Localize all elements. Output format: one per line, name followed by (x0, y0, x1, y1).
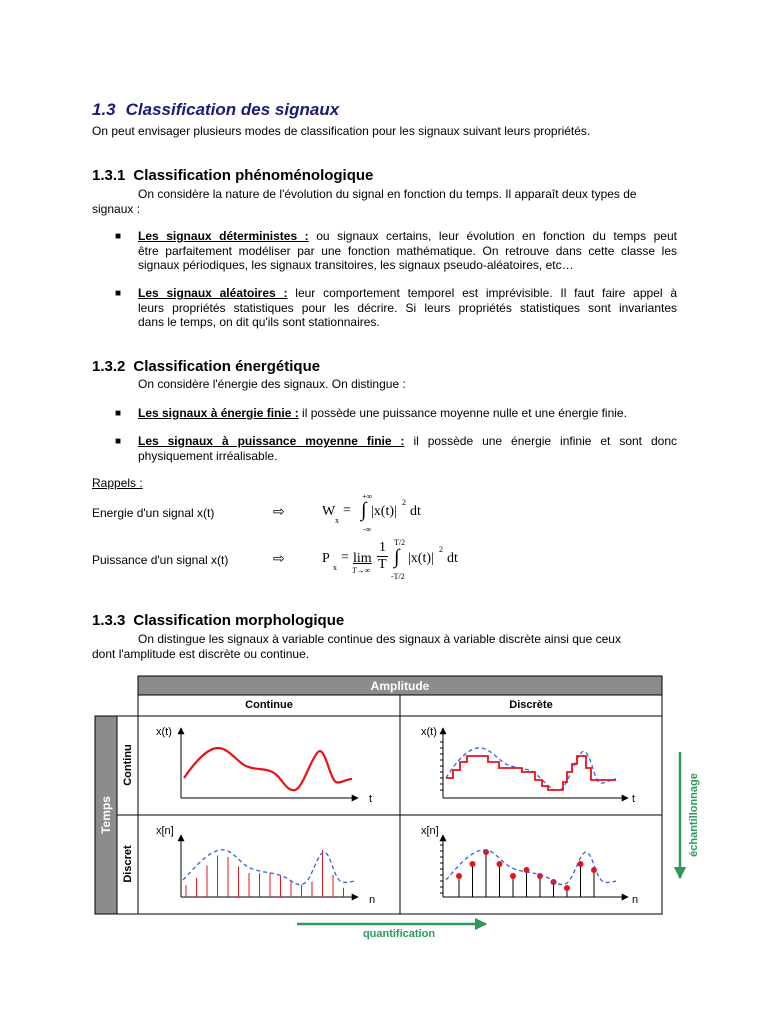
subsection-title-text: Classification morphologique (133, 612, 345, 629)
axis-label-xn: x[n] (156, 825, 174, 837)
subsection-number: 1.3.3 (92, 612, 126, 629)
formula-sub: x (333, 563, 337, 572)
subsection-number: 1.3.1 (92, 167, 126, 184)
bullet-text: il possède une énergie infinie et sont donc (404, 434, 677, 448)
rappels-label: Rappels : (92, 476, 143, 490)
panel-discrete-continuous (156, 825, 375, 906)
formula-eq: = (343, 503, 351, 518)
panel-continuous-discrete (421, 726, 635, 805)
axis-label-xn: x[n] (421, 825, 439, 837)
sample-dot (537, 873, 543, 879)
axis-label-n: n (632, 894, 639, 906)
frac-num: 1 (379, 540, 386, 555)
formula-lhs: W (322, 504, 336, 519)
term-aleatoires: Les signaux aléatoires : (138, 286, 288, 300)
sample-dot (470, 861, 476, 867)
integral-lower: -∞ (363, 525, 372, 534)
continu-label: Continu (122, 744, 134, 786)
integral-sign-icon: ∫ (394, 546, 400, 568)
implies-arrow-icon: ⇨ (273, 550, 285, 566)
formula-eq: = (341, 550, 349, 565)
s133-intro-line2: dont l'amplitude est discrète ou continue. (92, 647, 310, 661)
subsection-number: 1.3.2 (92, 358, 126, 375)
formula-body: |x(t)| (371, 504, 397, 519)
discrete-label: Discrète (509, 699, 553, 711)
discret-label: Discret (122, 845, 134, 883)
section-intro: On peut envisager plusieurs modes de classification pour les signaux suivant leurs propriétés. (92, 124, 591, 138)
sample-stems (456, 849, 597, 897)
formula-dt: dt (410, 504, 421, 519)
energie-label: Energie d'un signal x(t) (92, 506, 215, 520)
integral-upper: +∞ (362, 492, 373, 501)
axis-label-n: n (369, 894, 376, 906)
reference-dashed-curve (446, 850, 616, 885)
s132-intro: On considère l'énergie des signaux. On distingue : (138, 377, 406, 391)
bullet-text: leurs propriétés statistiques pour les décrire. Si leurs propriétés statistiques sont invariantes (138, 300, 677, 315)
formula-lim-sub: T→∞ (352, 566, 371, 575)
axis-label-t: t (632, 793, 636, 805)
bullet-marker: ■ (115, 408, 122, 419)
integral-upper: T/2 (394, 538, 406, 547)
sample-dot (578, 861, 584, 867)
frac-den: T (378, 557, 387, 572)
formula-lhs: P (322, 551, 330, 566)
section-number: 1.3 (92, 100, 116, 119)
bullet-marker: ■ (115, 288, 122, 299)
subsection-title-text: Classification énergétique (133, 358, 321, 375)
bullet-text: être parfaitement modéliser par une fonction mathématique. On retrouve dans cette classe les (138, 243, 677, 258)
sample-stems (186, 850, 344, 897)
panel-discrete-discrete (421, 825, 638, 906)
bullet-text: physiquement irréalisable. (138, 448, 278, 463)
formula-sub: x (335, 516, 339, 525)
implies-arrow-icon: ⇨ (273, 503, 285, 519)
bullet-text: leur comportement temporel est imprévisible. Il faut faire appel à (287, 286, 677, 300)
continuous-signal (184, 748, 352, 790)
bullet-text: dans le temps, on dit qu'ils sont stationnaires. (138, 315, 380, 329)
formula-lim: lim (353, 551, 372, 566)
term-puissance-finie: Les signaux à puissance moyenne finie : (138, 434, 405, 448)
term-deterministes: Les signaux déterministes : (138, 229, 309, 243)
sample-dot (456, 873, 462, 879)
section-title-text: Classification des signaux (125, 100, 340, 119)
amplitude-label: Amplitude (370, 679, 430, 693)
integral-sign-icon: ∫ (361, 499, 367, 521)
formula-sup: 2 (402, 498, 406, 507)
panel-continuous-continuous (156, 726, 372, 805)
axis-label-xt: x(t) (156, 726, 172, 738)
bullet-marker: ■ (115, 231, 122, 242)
axis-label-t: t (369, 793, 373, 805)
sample-dot (510, 873, 516, 879)
puissance-label: Puissance d'un signal x(t) (92, 553, 229, 567)
bullet-text: ou signaux certains, leur évolution en fonction du temps peut (308, 229, 677, 243)
reference-dashed-curve (183, 850, 355, 885)
bullet-text: il possède une puissance moyenne nulle et une énergie finie. (298, 406, 627, 420)
s133-intro-line1: On distingue les signaux à variable continue des signaux à variable discrète ainsi que ceux (138, 632, 621, 646)
quantification-label: quantification (362, 928, 436, 940)
subsection-title-text: Classification phénoménologique (133, 167, 374, 184)
integral-lower: -T/2 (391, 572, 405, 581)
bullet-text: signaux périodiques, les signaux transitoires, les signaux pseudo-aléatoires, etc… (138, 258, 574, 272)
formula-dt: dt (447, 551, 458, 566)
axis-label-xt: x(t) (421, 726, 437, 738)
formula-sup: 2 (439, 545, 443, 554)
term-energie-finie: Les signaux à énergie finie : (138, 406, 299, 420)
echantillonnage-label: échantillonnage (688, 773, 700, 857)
sample-dot (497, 861, 503, 867)
formula-body: |x(t)| (408, 551, 434, 566)
continue-label: Continue (245, 699, 293, 711)
bullet-marker: ■ (115, 436, 122, 447)
temps-label: Temps (99, 796, 113, 834)
s131-intro-line1: On considère la nature de l'évolution du signal en fonction du temps. Il apparaît deux types de (138, 187, 637, 201)
s131-intro-line2: signaux : (92, 202, 141, 216)
sample-dot (564, 885, 570, 891)
